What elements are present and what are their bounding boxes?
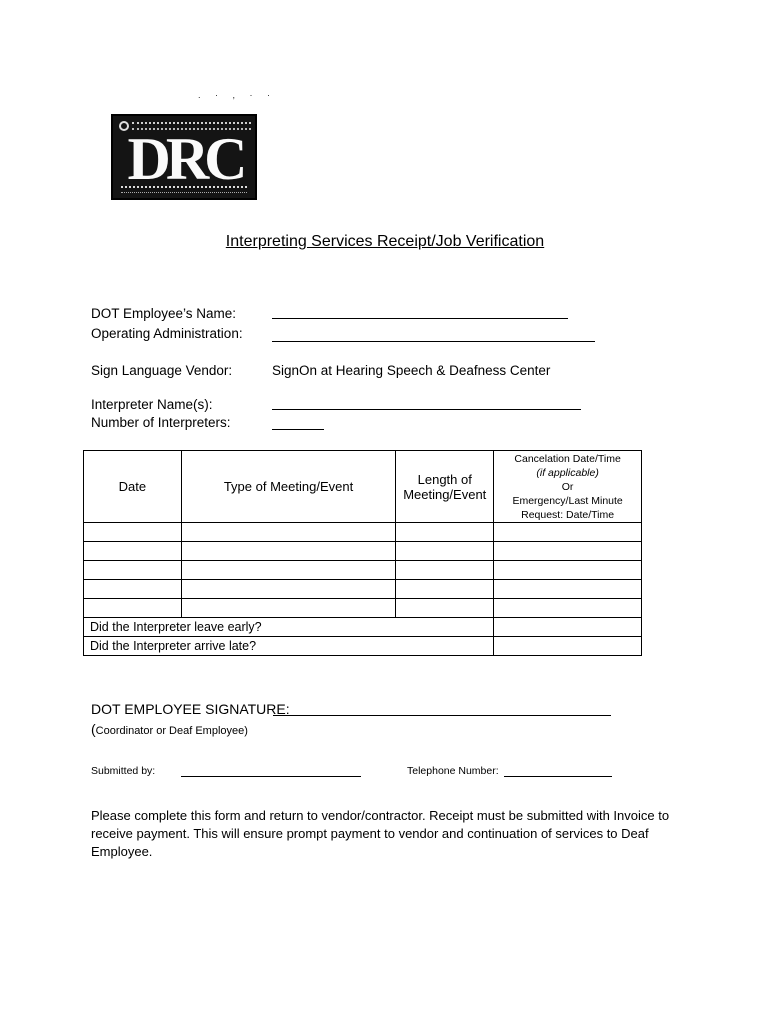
logo-letters: DRC — [127, 126, 243, 192]
arrive-late-answer[interactable] — [494, 637, 642, 656]
table-row — [84, 523, 642, 542]
telephone-field[interactable] — [504, 776, 612, 777]
arrive-late-question: Did the Interpreter arrive late? — [84, 637, 494, 656]
header-cancelation: Cancelation Date/Time (if applicable) Or Emergency/Last Minute Request: Date/Time — [494, 451, 642, 523]
telephone-label: Telephone Number: — [407, 765, 499, 777]
cell-length[interactable] — [396, 599, 494, 618]
cell-date[interactable] — [84, 599, 182, 618]
cell-length[interactable] — [396, 580, 494, 599]
vendor-value: SignOn at Hearing Speech & Deafness Center — [272, 363, 551, 378]
page-title: Interpreting Services Receipt/Job Verification — [225, 233, 545, 250]
operating-admin-label: Operating Administration: — [91, 326, 243, 341]
num-interpreters-label: Number of Interpreters: — [91, 415, 231, 430]
cell-cancelation[interactable] — [494, 561, 642, 580]
header-length: Length of Meeting/Event — [396, 451, 494, 523]
num-interpreters-field[interactable] — [272, 429, 324, 430]
submitted-by-field[interactable] — [181, 776, 361, 777]
arrive-late-row — [84, 637, 642, 656]
leave-early-row — [84, 618, 642, 637]
services-table — [83, 450, 642, 656]
submitted-by-label: Submitted by: — [91, 765, 156, 777]
employee-name-label: DOT Employee’s Name: — [91, 306, 237, 321]
operating-admin-field[interactable] — [272, 341, 595, 342]
table-row — [84, 542, 642, 561]
cell-date[interactable] — [84, 523, 182, 542]
leave-early-answer[interactable] — [494, 618, 642, 637]
interpreter-names-field[interactable] — [272, 409, 581, 410]
cell-cancelation[interactable] — [494, 523, 642, 542]
cell-cancelation[interactable] — [494, 542, 642, 561]
leave-early-question: Did the Interpreter leave early? — [84, 618, 494, 637]
signature-label: DOT EMPLOYEE SIGNATURE: — [91, 701, 290, 717]
header-type: Type of Meeting/Event — [181, 451, 396, 523]
instructions-paragraph: Please complete this form and return to vendor/contractor. Receipt must be submitted with Invoice to receive payment. This will ensure prompt payment to vendor and continuation of services to Deaf Employee. — [91, 808, 670, 859]
table-row — [84, 599, 642, 618]
logo-subtitle — [121, 186, 247, 193]
table-row — [84, 580, 642, 599]
table-row — [84, 561, 642, 580]
cell-date[interactable] — [84, 580, 182, 599]
employee-name-field[interactable] — [272, 318, 568, 319]
cell-length[interactable] — [396, 542, 494, 561]
drc-logo — [111, 114, 257, 200]
vendor-label: Sign Language Vendor: — [91, 363, 233, 378]
cell-cancelation[interactable] — [494, 580, 642, 599]
header-date: Date — [84, 451, 182, 523]
cell-cancelation[interactable] — [494, 599, 642, 618]
cell-type[interactable] — [181, 542, 396, 561]
cell-date[interactable] — [84, 561, 182, 580]
scan-specks: . · , · · — [198, 90, 276, 100]
cell-length[interactable] — [396, 523, 494, 542]
cell-type[interactable] — [181, 561, 396, 580]
cell-type[interactable] — [181, 580, 396, 599]
table-header-row — [84, 451, 642, 523]
signature-note: (Coordinator or Deaf Employee) — [91, 721, 248, 737]
cell-date[interactable] — [84, 542, 182, 561]
cell-length[interactable] — [396, 561, 494, 580]
interpreter-names-label: Interpreter Name(s): — [91, 397, 213, 412]
signature-field[interactable] — [273, 715, 611, 716]
cell-type[interactable] — [181, 599, 396, 618]
cell-type[interactable] — [181, 523, 396, 542]
